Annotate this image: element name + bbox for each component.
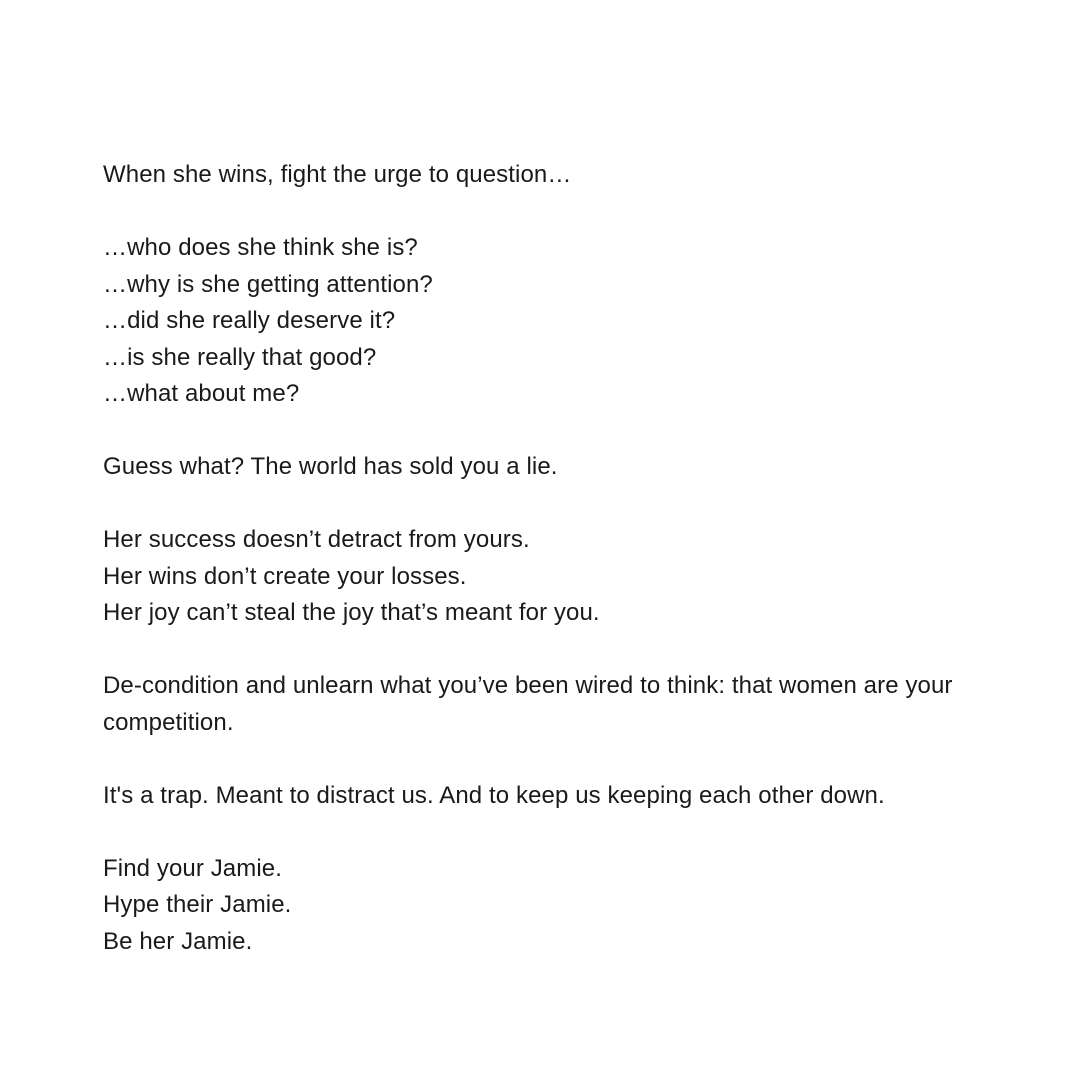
- question-line: …did she really deserve it?: [103, 307, 396, 334]
- guess-paragraph: [103, 449, 1003, 486]
- jamie-line: Be her Jamie.: [103, 927, 253, 955]
- her-line: Her joy can’t steal the joy that’s meant for you.: [103, 599, 600, 626]
- her-lines: [103, 522, 1003, 632]
- question-line: …who does she think she is?: [103, 234, 418, 261]
- decondition-text: De-condition and unlearn what you’ve been wired to think: that women are your competition.: [103, 672, 953, 736]
- intro-line: When she wins, fight the urge to question…: [103, 161, 572, 188]
- jamie-line: Find your Jamie.: [103, 854, 282, 882]
- question-line: …why is she getting attention?: [103, 270, 433, 298]
- her-line: Her wins don’t create your losses.: [103, 562, 467, 590]
- decondition-paragraph: [103, 668, 1003, 741]
- post-text: [103, 157, 1003, 960]
- trap-line: It's a trap. Meant to distract us. And to keep us keeping each other down.: [103, 781, 885, 809]
- question-line: …what about me?: [103, 380, 300, 407]
- question-line: …is she really that good?: [103, 343, 377, 371]
- guess-line: Guess what? The world has sold you a lie.: [103, 453, 558, 480]
- intro-paragraph: [103, 157, 1003, 194]
- question-list: [103, 230, 1003, 413]
- trap-paragraph: [103, 778, 1003, 815]
- jamie-line: Hype their Jamie.: [103, 891, 292, 918]
- her-line: Her success doesn’t detract from yours.: [103, 526, 530, 553]
- jamie-lines: [103, 851, 1003, 961]
